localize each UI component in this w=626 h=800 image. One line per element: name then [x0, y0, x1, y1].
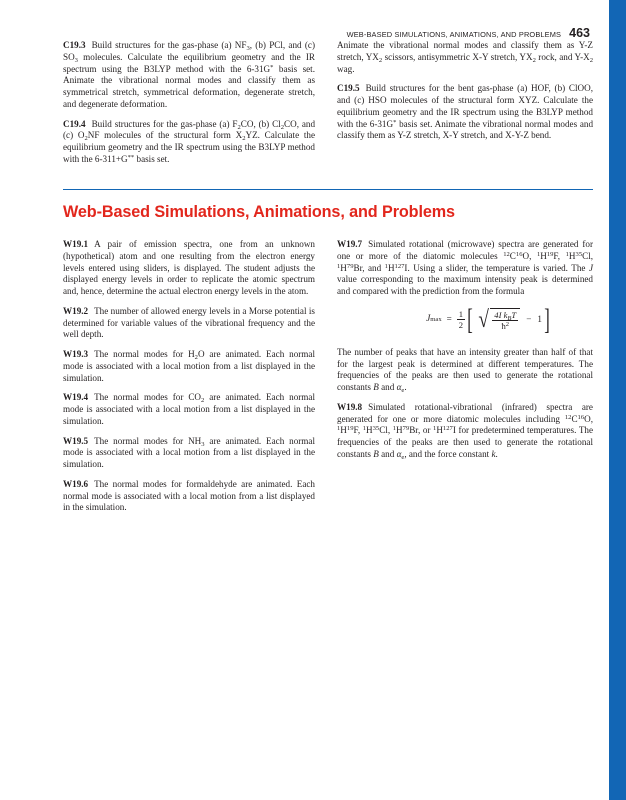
problem-w19-6: W19.6 The normal modes for formaldehyde are animated. Each normal mode is associated with a local motion from a list displayed in the simulation. [63, 478, 315, 513]
section-rule [63, 189, 593, 190]
top-right-column [337, 40, 593, 150]
top-left-column [63, 40, 315, 174]
problem-w19-5: W19.5 The normal modes for $NH_3$ are animated. Each normal mode is associated with a local motion from a list displayed in the simulation. [63, 435, 315, 469]
lower-right-column [337, 239, 593, 469]
problem-w19-2: W19.2 The number of allowed energy levels in a Morse potential is determined for variable values of the vibrational frequency and the well depth. [63, 305, 315, 340]
section-title: Web-Based Simulations, Animations, and Problems [63, 203, 455, 221]
problem-w19-3: W19.3 The normal modes for $H_2O$ are animated. Each normal mode is associated with a local motion from a list displayed in the simulation. [63, 349, 315, 383]
page-number: 463 [569, 26, 590, 40]
problem-w19-7: W19.7 Simulated rotational (microwave) spectra are generated for one or more of the diatomic molecules $^{12}C^{16}O$, $^1H^{19}F$, $^1H^{35}Cl$, $^1H^{79}Br$, and $^1H^{127}I$. Using a slider, the temperature is varied. The J value corresponding to the maximum intensity peak is determined and compared with the prediction from the formula [337, 239, 594, 296]
problem-w19-7-continued: The number of peaks that have an intensity greater than half of that for the largest peak is determined at different temperatures. The frequencies of the peaks are then used to generate the rotational constants B and $\alpha_e$. [337, 346, 593, 394]
jmax-formula: J max = $\frac{1}{2}$ [ √ $\frac{4I k_BT}{ħ^2}$ − 1 ] [426, 302, 550, 336]
running-head-title: WEB-BASED SIMULATIONS, ANIMATIONS, AND PROBLEMS [346, 30, 562, 39]
page-edge-tab [609, 0, 626, 800]
problem-c19-4: C19.4 Build structures for the gas-phase (a) $F_2CO$, (b) $Cl_2CO$, and (c) $O_2NF$ molecules of the structural form $X_2YZ$. Calculate the equilibrium geometry and the IR spectrum using the B3LYP method with the 6-311+G** basis set. [63, 118, 316, 164]
problem-c19-5: C19.5 Build structures for the bent gas-phase (a) HOF, (b) ClOO, and (c) HSO molecules of the structural form XYZ. Calculate the equilibrium geometry and the IR spectrum using the B3LYP method with the 6-31G* basis set. Animate the vibrational normal modes and classify them as Y-Z stretch, X-Y stretch, and X-Y-Z bend. [337, 83, 594, 141]
problem-c19-3: C19.3 Build structures for the gas-phase (a) $NF_3$, (b) PCl, and (c) $SO_3$ molecules. Calculate the equilibrium geometry and the IR spectrum using the B3LYP method with the 6-31G* basis set. Animate the vibrational normal modes and classify them as symmetrical stretch, symmetrical deformation, degenerate stretch, and degenerate deformation. [63, 40, 316, 109]
problem-w19-4: W19.4 The normal modes for $CO_2$ are animated. Each normal mode is associated with a local motion from a list displayed in the simulation. [63, 392, 315, 426]
problem-w19-8: W19.8 Simulated rotational-vibrational (infrared) spectra are generated for one or more diatomic molecules including $^{12}C^{16}O$, $^1H^{19}F$, $^1H^{35}Cl$, $^1H^{79}Br$, or $^1H^{127}I$ for predetermined temperatures. The frequencies of the peaks are then used to generate the rotational constants B and $\alpha_e$, and the force constant k. [337, 401, 594, 461]
problem-w19-1: W19.1 A pair of emission spectra, one from an unknown (hypothetical) atom and one resulting from the electron energy levels entered using sliders, is displayed. The student adjusts the displayed energy levels in order to replicate the atomic spectrum and, hence, determine the actual electron energy levels in the atom. [63, 239, 315, 296]
problem-c19-4-continued: Animate the vibrational normal modes and classify them as Y-Z stretch, $YX_2$ scissors, antisymmetric X-Y stretch, $YX_2$ rock, and $Y-X_2$ wag. [337, 40, 593, 74]
lower-left-column [63, 239, 315, 522]
